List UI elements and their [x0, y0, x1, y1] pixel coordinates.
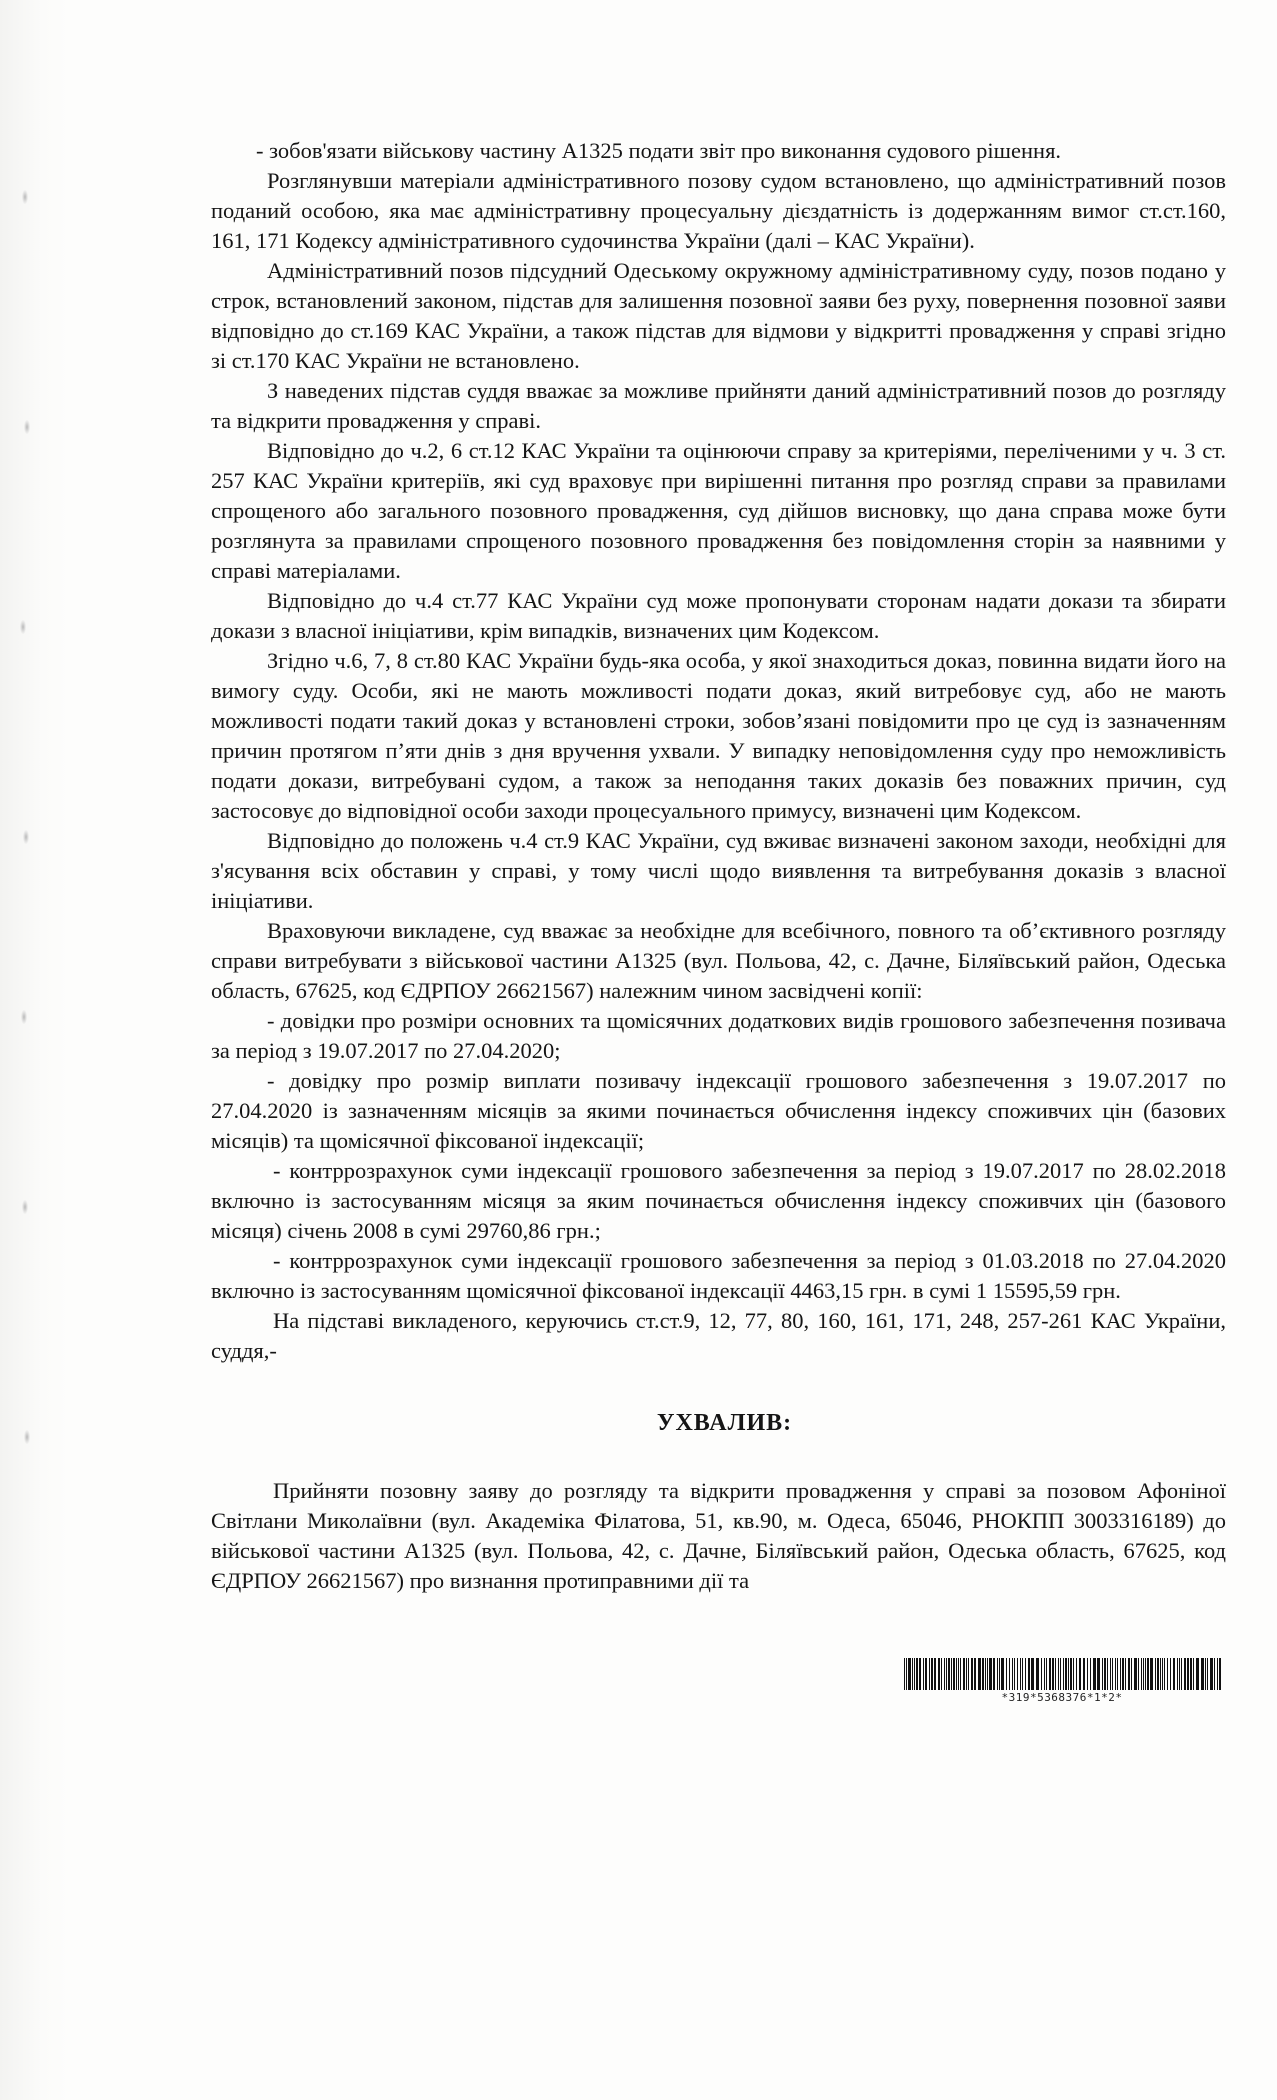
- barcode-bar: [1190, 1658, 1192, 1690]
- barcode-bar: [1102, 1658, 1103, 1690]
- paragraph-court-measures: Відповідно до положень ч.4 ст.9 КАС України, суд вживає визначені законом заходи, необхідні для з'ясування всіх обставин у справі, у тому числі щодо виявлення та витребування доказів з власної ініціативи.: [211, 828, 1226, 913]
- barcode-bar: [904, 1658, 905, 1690]
- barcode-bar: [1184, 1658, 1186, 1690]
- barcode-bar: [1138, 1658, 1139, 1690]
- barcode-bar: [1107, 1658, 1108, 1690]
- list-item-salary-certificate: - довідки про розміри основних та щомісячних додаткових видів грошового забезпечення позивача за період з 19.07.2017 по 27.04.2020;: [211, 1008, 1226, 1063]
- barcode-bar: [1134, 1658, 1137, 1690]
- barcode-bar: [1104, 1658, 1106, 1690]
- barcode-bar: [1155, 1658, 1156, 1690]
- list-item-counter-calculation-2: - контррозрахунок суми індексації грошового забезпечення за період з 01.03.2018 по 27.04.2020 включно із застосуванням щомісячної фіксованої індексації 4463,15 грн. в сумі 1 15595,59 грн.: [211, 1248, 1226, 1303]
- scan-speck: [24, 420, 30, 434]
- barcode-bar: [978, 1658, 981, 1690]
- barcode-bar: [1110, 1658, 1111, 1690]
- barcode-bar: [1179, 1658, 1180, 1690]
- barcode-bar: [989, 1658, 992, 1690]
- paragraph-simplified-procedure: Відповідно до ч.2, 6 ст.12 КАС України та оцінюючи справу за критеріями, переліченими у ч. 3 ст. 257 КАС України критеріїв, які суд враховує при вирішенні питання про розгляд справи за правилами спрощеного або загального позовного провадження, суд дійшов висновку, що дана справа може бути розглянута за правилами спрощеного позовного провадження без повідомлення сторін за наявними у справі матеріалами.: [211, 438, 1226, 583]
- barcode-bar: [1055, 1658, 1056, 1690]
- paragraph-evidence-initiative: Відповідно до ч.4 ст.77 КАС України суд може пропонувати сторонам надати докази та збирати докази з власної ініціативи, крім випадків, визначених цим Кодексом.: [211, 588, 1226, 643]
- barcode-bar: [1147, 1658, 1149, 1690]
- barcode-bar: [1196, 1658, 1199, 1690]
- barcode-bar: [944, 1658, 945, 1690]
- barcode-bar: [1020, 1658, 1021, 1690]
- barcode-bar: [941, 1658, 942, 1690]
- barcode-bar: [1014, 1658, 1015, 1690]
- paragraph-evidence-obligation: Згідно ч.6, 7, 8 ст.80 КАС України будь-яка особа, у якої знаходиться доказ, повинна видати його на вимогу суду. Особи, які не мають можливості подати доказ, який витребовує суд, або не мають можливості подати такий доказ у встановлені строки, зобов’язані повідомити про це суд із зазначенням причин протягом п’яти днів з дня вручення ухвали. У випадку неповідомлення суду про неможливість подати докази, витребувані судом, а також за неподання таких доказів без поважних причин, суд застосовує до відповідної особи заходи процесуального примусу, визначені цим Кодексом.: [211, 648, 1226, 823]
- barcode-bar: [1022, 1658, 1023, 1690]
- barcode-bar: [1128, 1658, 1130, 1690]
- barcode-bar: [960, 1658, 961, 1690]
- barcode-bar: [1125, 1658, 1126, 1690]
- barcode-bar: [1143, 1658, 1144, 1690]
- barcode-bar: [916, 1658, 918, 1690]
- barcode-bar: [1173, 1658, 1175, 1690]
- barcode-bar: [1006, 1658, 1007, 1690]
- barcode-block: [897, 1658, 1227, 1704]
- barcode-bar: [1041, 1658, 1042, 1690]
- barcode-bar: [1217, 1658, 1218, 1690]
- barcode-bar: [1017, 1658, 1018, 1690]
- resolution-heading: УХВАЛИВ:: [656, 1410, 793, 1436]
- barcode-text: *319*5368376*1*2*: [1001, 1691, 1123, 1704]
- barcode-image: [902, 1658, 1222, 1690]
- barcode-bar: [987, 1658, 988, 1690]
- barcode-bar: [971, 1658, 973, 1690]
- paragraph-jurisdiction: Адміністративний позов підсудний Одеському окружному адміністративному суду, позов подано у строк, встановлений законом, підстав для залишення позовної заяви без руху, повернення позовної заяви відповідно до ст.169 КАС України, а також підстав для відмови у відкритті провадження у справі згідно зі ст.170 КАС України не встановлено.: [211, 258, 1226, 373]
- barcode-bar: [999, 1658, 1000, 1690]
- barcode-bar: [982, 1658, 984, 1690]
- barcode-bar: [997, 1658, 998, 1690]
- barcode-bar: [1001, 1658, 1004, 1690]
- barcode-bar: [1065, 1658, 1067, 1690]
- barcode-bar: [1131, 1658, 1132, 1690]
- barcode-bar: [1115, 1658, 1116, 1690]
- barcode-bar: [929, 1658, 930, 1690]
- barcode-bar: [1167, 1658, 1168, 1690]
- barcode-bar: [1117, 1658, 1118, 1690]
- paragraph-acceptance: З наведених підстав суддя вважає за можливе прийняти даний адміністративний позов до розгляду та відкрити провадження у справі.: [211, 378, 1226, 433]
- barcode-bar: [951, 1658, 952, 1690]
- barcode-bar: [1097, 1658, 1100, 1690]
- barcode-bar: [1070, 1658, 1072, 1690]
- barcode-bar: [1164, 1658, 1165, 1690]
- barcode-bar: [1049, 1658, 1051, 1690]
- barcode-bar: [985, 1658, 986, 1690]
- scan-speck: [21, 1010, 27, 1024]
- barcode-bar: [925, 1658, 927, 1690]
- barcode-bar: [919, 1658, 921, 1690]
- scan-speck: [22, 1200, 28, 1214]
- scan-speck: [24, 1430, 30, 1444]
- barcode-bar: [968, 1658, 969, 1690]
- paragraph-legal-basis: На підставі викладеного, керуючись ст.ст.9, 12, 77, 80, 160, 161, 171, 248, 257-261 КАС України, суддя,-: [211, 1308, 1226, 1363]
- paragraph-request-copies: Враховуючи викладене, суд вважає за необхідне для всебічного, повного та об’єктивного розгляду справи витребувати з військової частини А1325 (вул. Польова, 42, с. Дачне, Біляївський район, Одеська область, 67625, код ЄДРПОУ 26621567) належним чином засвідчені копії:: [211, 918, 1226, 1003]
- barcode-bar: [1112, 1658, 1113, 1690]
- barcode-bar: [1177, 1658, 1178, 1690]
- barcode-bar: [974, 1658, 976, 1690]
- barcode-bar: [934, 1658, 936, 1690]
- scan-speck: [20, 620, 26, 634]
- barcode-bar: [1201, 1658, 1204, 1690]
- barcode-bar: [966, 1658, 967, 1690]
- barcode-bar: [1160, 1658, 1161, 1690]
- list-item-indexation-certificate: - довідку про розмір виплати позивачу індексації грошового забезпечення з 19.07.2017 по 27.04.2020 із зазначенням місяців за якими починається обчислення індексу споживчих цін (базових місяців) та щомісячної фіксованої індексації;: [211, 1068, 1226, 1153]
- barcode-bar: [1205, 1658, 1206, 1690]
- barcode-bar: [1207, 1658, 1208, 1690]
- barcode-bar: [1079, 1658, 1081, 1690]
- barcode-bar: [1009, 1658, 1010, 1690]
- barcode-bar: [1093, 1658, 1096, 1690]
- barcode-bar: [1150, 1658, 1153, 1690]
- barcode-bar: [946, 1658, 947, 1690]
- barcode-bar: [1181, 1658, 1182, 1690]
- barcode-bar: [914, 1658, 915, 1690]
- paragraph-obligation: - зобов'язати військову частину А1325 подати звіт про виконання судового рішення.: [256, 138, 1062, 163]
- barcode-bar: [1044, 1658, 1045, 1690]
- barcode-bar: [1090, 1658, 1091, 1690]
- barcode-bar: [1012, 1658, 1013, 1690]
- barcode-bar: [1073, 1658, 1074, 1690]
- barcode-bar: [1036, 1658, 1039, 1690]
- barcode-bar: [993, 1658, 995, 1690]
- barcode-bar: [1122, 1658, 1124, 1690]
- barcode-bar: [1162, 1658, 1163, 1690]
- barcode-bar: [1157, 1658, 1159, 1690]
- barcode-bar: [1083, 1658, 1085, 1690]
- barcode-bar: [1193, 1658, 1194, 1690]
- barcode-bar: [1120, 1658, 1121, 1690]
- barcode-bar: [1028, 1658, 1030, 1690]
- barcode-bar: [1145, 1658, 1146, 1690]
- barcode-bar: [1210, 1658, 1213, 1690]
- barcode-bar: [1025, 1658, 1026, 1690]
- barcode-bar: [908, 1658, 911, 1690]
- scan-edge-shadow: [0, 0, 70, 2100]
- barcode-bar: [953, 1658, 955, 1690]
- barcode-bar: [1187, 1658, 1189, 1690]
- barcode-bar: [1068, 1658, 1069, 1690]
- barcode-bar: [1063, 1658, 1064, 1690]
- barcode-bar: [1058, 1658, 1059, 1690]
- barcode-bar: [958, 1658, 959, 1690]
- barcode-bar: [948, 1658, 950, 1690]
- list-item-counter-calculation-1: - контррозрахунок суми індексації грошового забезпечення за період з 19.07.2017 по 28.02.2018 включно із застосуванням місяця за яким починається обчислення індексу споживчих цін (базового місяця) січень 2008 в сумі 29760,86 грн.;: [211, 1158, 1226, 1243]
- scan-speck: [22, 190, 28, 204]
- barcode-bar: [1141, 1658, 1142, 1690]
- barcode-bar: [931, 1658, 933, 1690]
- barcode-bar: [1052, 1658, 1054, 1690]
- paragraph-resolution: Прийняти позовну заяву до розгляду та відкрити провадження у справі за позовом Афоніної Світлани Миколаївни (вул. Академіка Філатова, 51, кв.90, м. Одеса, 65046, РНОКПП 3003316189) до військової частини А1325 (вул. Польова, 42, с. Дачне, Біляївський район, Одеська область, 67625, код ЄДРПОУ 26621567) про визнання протиправними дії та: [211, 1478, 1226, 1593]
- barcode-bar: [1076, 1658, 1077, 1690]
- barcode-bar: [938, 1658, 940, 1690]
- barcode-bar: [1060, 1658, 1061, 1690]
- barcode-bar: [963, 1658, 965, 1690]
- barcode-bar: [1087, 1658, 1088, 1690]
- barcode-bar: [923, 1658, 924, 1690]
- barcode-bar: [1214, 1658, 1215, 1690]
- barcode-bar: [1046, 1658, 1047, 1690]
- barcode-bar: [956, 1658, 957, 1690]
- barcode-bar: [1219, 1658, 1221, 1690]
- barcode-bar: [1170, 1658, 1171, 1690]
- barcode-bar: [906, 1658, 907, 1690]
- paragraph-capacity: Розглянувши матеріали адміністративного позову судом встановлено, що адміністративний позов поданий особою, яка має адміністративну процесуальну дієздатність із додержанням вимог ст.ст.160, 161, 171 Кодексу адміністративного судочинства України (далі – КАС України).: [211, 168, 1226, 253]
- barcode-bar: [1031, 1658, 1034, 1690]
- document-body: [211, 136, 1226, 1596]
- barcode-bar: [912, 1658, 913, 1690]
- scan-speck: [23, 830, 29, 844]
